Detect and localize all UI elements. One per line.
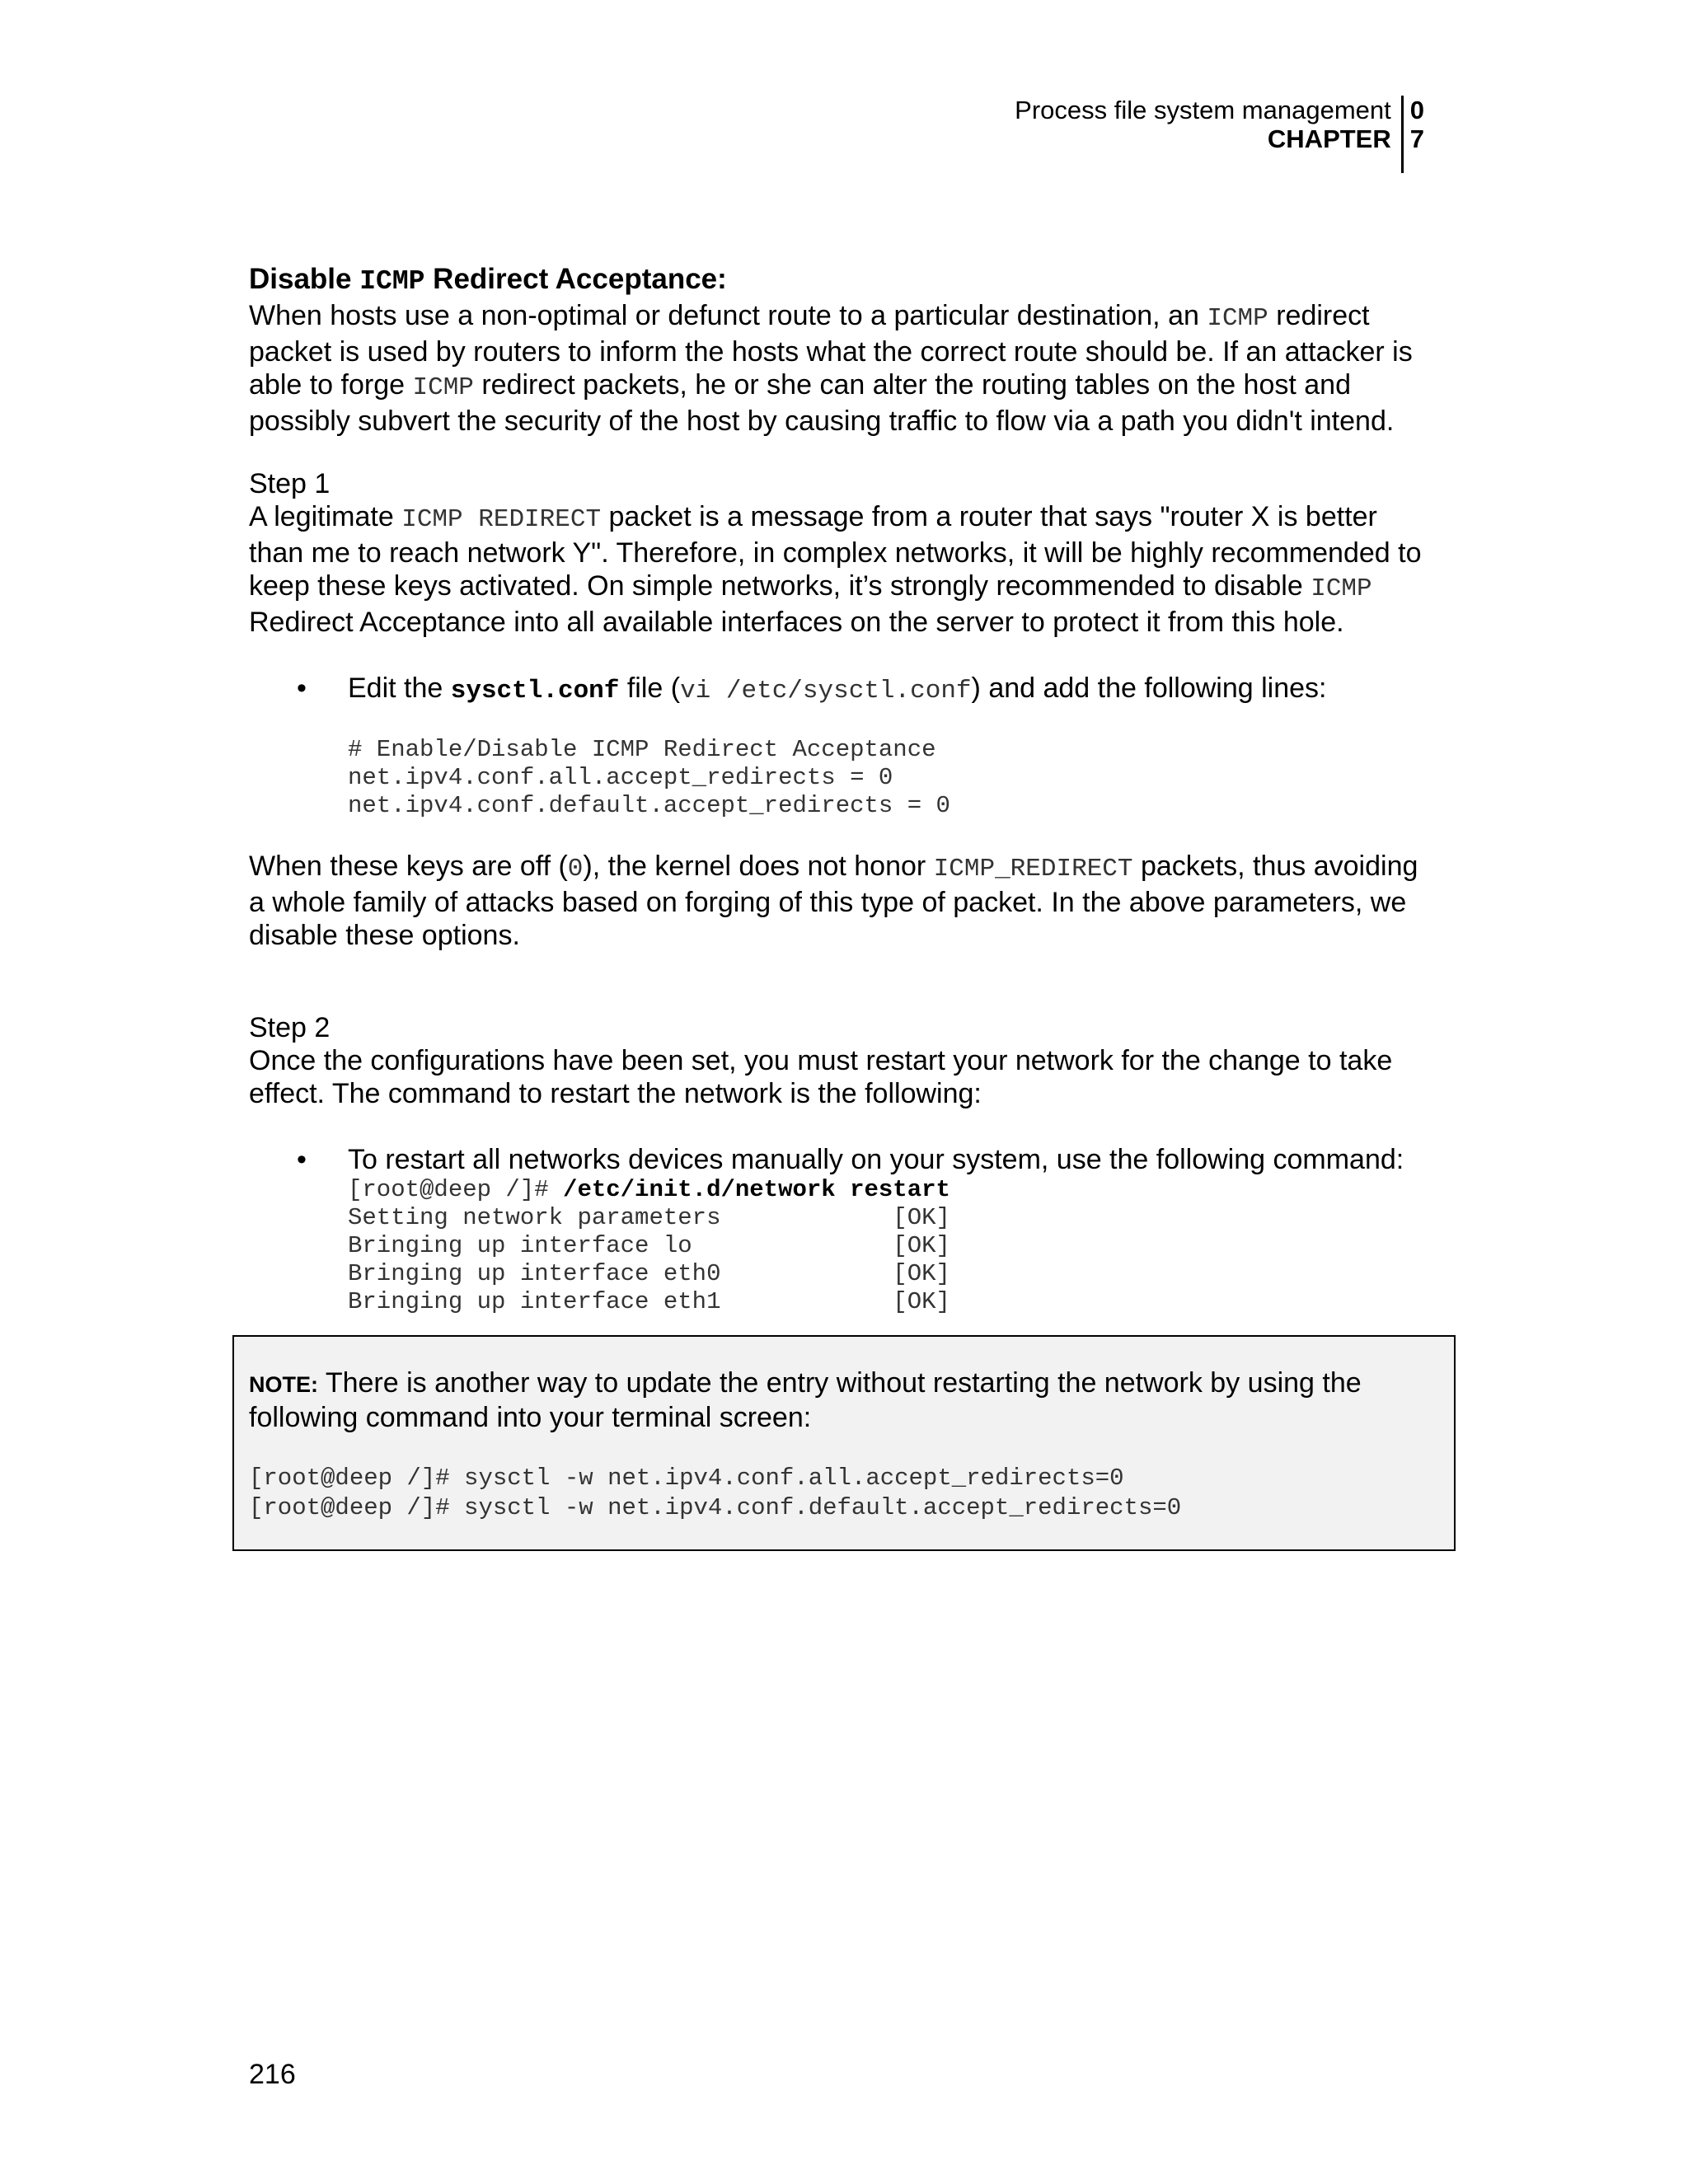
keys-off-paragraph (249, 850, 1436, 952)
step1-label: Step 1 (249, 468, 331, 499)
step2-paragraph: Once the configurations have been set, you must restart your network for the change to take effect. The command to restart the network is the following: (249, 1045, 1393, 1109)
config-line: net.ipv4.conf.all.accept_redirects = 0 (348, 764, 893, 791)
bullet1-command: vi /etc/sysctl.conf (680, 677, 972, 705)
running-header (1015, 96, 1424, 173)
note-text: There is another way to update the entry without restarting the network by using the following command into your terminal screen: (249, 1367, 1362, 1433)
step1-paragraph (249, 500, 1436, 639)
note-code-block (249, 1464, 1437, 1523)
chapter-digit-tens: 0 (1409, 96, 1424, 124)
intro-paragraph (249, 299, 1436, 438)
bullet1-text-3: ) and add the following lines: (971, 673, 1327, 704)
terminal-prompt: [root@deep /]# (348, 1176, 564, 1203)
intro-text-1: When hosts use a non-optimal or defunct route to a particular destination, an (249, 300, 1207, 331)
bullet-icon: • (297, 1144, 307, 1175)
step1-code-2: ICMP (1311, 574, 1372, 603)
step1-code-1: ICMP REDIRECT (401, 505, 602, 534)
intro-code-1: ICMP (1207, 304, 1268, 333)
intro-code-2: ICMP (412, 373, 474, 402)
config-line: net.ipv4.conf.default.accept_redirects = 0 (348, 792, 950, 819)
main-content (249, 262, 1436, 1316)
keys-off-text-3: packets, thus avoiding a whole family of attacks based on forging of this type of packet. In the above parameters, we disable these options. (249, 851, 1418, 951)
sysctl-config-block (249, 736, 1436, 820)
bullet1-text-2: file ( (619, 673, 681, 704)
note-label: NOTE: (249, 1372, 318, 1397)
bullet-icon: • (297, 673, 307, 704)
terminal-output-line: Bringing up interface lo [OK] (348, 1232, 950, 1259)
bullet-edit-sysctl (249, 672, 1436, 708)
intro-text-2: redirect packet is used by routers to inform the hosts what the correct route should be. If an attacker is able to forge (249, 300, 1413, 401)
bullet1-text-1: Edit the (348, 673, 451, 704)
heading-post: Redirect Acceptance: (424, 263, 727, 295)
step1-text-2: packet is a message from a router that says "router X is better than me to reach network Y". Therefore, in complex networks, it will be highly recommended to keep these keys activated. On simple networks, it’s strongly recommended to disable (249, 501, 1422, 602)
keys-off-text-1: When these keys are off ( (249, 851, 568, 882)
keys-off-code-2: ICMP_REDIRECT (933, 855, 1133, 883)
note-box (232, 1335, 1456, 1551)
bullet-restart-network (249, 1143, 1436, 1176)
keys-off-code-1: 0 (567, 855, 584, 883)
section-heading (249, 262, 1436, 299)
chapter-label: CHAPTER (1267, 124, 1391, 153)
note-paragraph (249, 1366, 1437, 1434)
page-number: 216 (249, 2059, 296, 2090)
chapter-number (1401, 96, 1424, 173)
heading-code: ICMP (359, 266, 425, 297)
terminal-output-line: Setting network parameters [OK] (348, 1204, 950, 1231)
terminal-command-line (348, 1176, 1436, 1204)
note-command-line: [root@deep /]# sysctl -w net.ipv4.conf.all.accept_redirects=0 (249, 1465, 1124, 1492)
chapter-digit-ones: 7 (1409, 124, 1424, 153)
bullet2-text: To restart all networks devices manually on your system, use the following command: (348, 1144, 1404, 1175)
note-command-line: [root@deep /]# sysctl -w net.ipv4.conf.default.accept_redirects=0 (249, 1494, 1182, 1521)
header-labels (1015, 96, 1401, 153)
terminal-output-line: Bringing up interface eth0 [OK] (348, 1260, 950, 1287)
terminal-output-line: Bringing up interface eth1 [OK] (348, 1288, 950, 1315)
heading-pre: Disable (249, 263, 360, 295)
restart-terminal-block (249, 1176, 1436, 1316)
bullet1-filename: sysctl.conf (450, 677, 620, 705)
step1-text-3: Redirect Acceptance into all available interfaces on the server to protect it from this hole. (249, 607, 1344, 638)
section-title: Process file system management (1015, 96, 1391, 124)
terminal-command: /etc/init.d/network restart (563, 1176, 950, 1203)
intro-text-3: redirect packets, he or she can alter the routing tables on the host and possibly subvert the security of the host by causing traffic to flow via a path you didn't intend. (249, 369, 1395, 437)
step2-label: Step 2 (249, 1012, 331, 1043)
config-line: # Enable/Disable ICMP Redirect Acceptance (348, 736, 936, 763)
step1-text-1: A legitimate (249, 501, 402, 532)
keys-off-text-2: ), the kernel does not honor (583, 851, 934, 882)
